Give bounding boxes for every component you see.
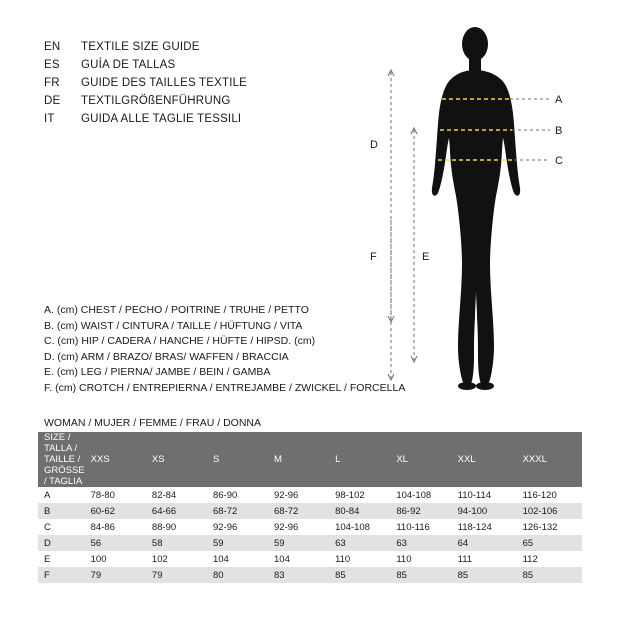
legend-item-c: C. (cm) HIP / CADERA / HANCHE / HÜFTE / HIPSD. (cm) [44, 335, 316, 347]
cell: 63 [390, 535, 451, 551]
figure-marker-b: B [555, 125, 563, 137]
cell: 80-84 [329, 503, 390, 519]
cell: 79 [85, 567, 146, 583]
cell: 94-100 [452, 503, 517, 519]
measurement-legend [44, 303, 406, 396]
figure-marker-c: C [555, 155, 563, 167]
target-audience-label: WOMAN / MUJER / FEMME / FRAU / DONNA [44, 417, 261, 429]
row-label: E [38, 551, 85, 567]
cell: 79 [146, 567, 207, 583]
leader-lines [510, 99, 550, 160]
header-cell-xl: XL [390, 432, 451, 487]
title-row [44, 110, 344, 128]
figure-dimension-f: F [370, 251, 377, 263]
cell: 85 [517, 567, 582, 583]
dimension-arrows [388, 70, 417, 380]
figure-marker-a: A [555, 94, 563, 106]
header-cell-xxxl: XXXL [517, 432, 582, 487]
cell: 82-84 [146, 487, 207, 503]
cell: 104 [268, 551, 329, 567]
cell: 98-102 [329, 487, 390, 503]
title-text: TEXTILGRÖßENFÜHRUNG [81, 95, 231, 107]
title-row [44, 92, 344, 110]
title-text: GUIDE DES TAILLES TEXTILE [81, 77, 248, 89]
row-label: B [38, 503, 85, 519]
header-cell-size: SIZE / TALLA / TAILLE / GRÖSSE / TAGLIA [38, 432, 85, 487]
size-table [38, 432, 582, 583]
cell: 84-86 [85, 519, 146, 535]
cell: 118-124 [452, 519, 517, 535]
table-row [38, 535, 582, 551]
cell: 92-96 [268, 487, 329, 503]
cell: 126-132 [517, 519, 582, 535]
cell: 110-116 [390, 519, 451, 535]
cell: 63 [329, 535, 390, 551]
title-text: TEXTILE SIZE GUIDE [81, 41, 200, 53]
title-text: GUÍA DE TALLAS [81, 59, 176, 71]
cell: 59 [207, 535, 268, 551]
table-row [38, 551, 582, 567]
cell: 102 [146, 551, 207, 567]
cell: 92-96 [207, 519, 268, 535]
cell: 100 [85, 551, 146, 567]
cell: 85 [329, 567, 390, 583]
cell: 60-62 [85, 503, 146, 519]
cell: 64-66 [146, 503, 207, 519]
legend-item-a: A. (cm) CHEST / PECHO / POITRINE / TRUHE / PETTO [44, 304, 309, 316]
legend-item-b: B. (cm) WAIST / CINTURA / TAILLE / HÜFTUNG / VITA [44, 319, 303, 332]
header-cell-m: M [268, 432, 329, 487]
cell: 65 [517, 535, 582, 551]
header-cell-xxs: XXS [85, 432, 146, 487]
row-label: C [38, 519, 85, 535]
cell: 116-120 [517, 487, 582, 503]
title-block [44, 38, 344, 128]
cell: 112 [517, 551, 582, 567]
cell: 104-108 [329, 519, 390, 535]
legend-item-f: F. (cm) CROTCH / ENTREPIERNA / ENTREJAMBE / ZWICKEL / FORCELLA [44, 381, 406, 394]
title-lang: IT [44, 113, 55, 125]
header-cell-xxl: XXL [452, 432, 517, 487]
table-row [38, 487, 582, 503]
cell: 78-80 [85, 487, 146, 503]
cell: 64 [452, 535, 517, 551]
title-text: GUIDA ALLE TAGLIE TESSILI [81, 113, 242, 125]
cell: 92-96 [268, 519, 329, 535]
title-row [44, 56, 344, 74]
table-row [38, 519, 582, 535]
cell: 104-108 [390, 487, 451, 503]
cell: 104 [207, 551, 268, 567]
body-figure [350, 20, 600, 420]
table-row [38, 503, 582, 519]
cell: 102-106 [517, 503, 582, 519]
cell: 80 [207, 567, 268, 583]
row-label: F [38, 567, 85, 583]
cell: 56 [85, 535, 146, 551]
cell: 68-72 [268, 503, 329, 519]
legend-item-e: E. (cm) LEG / PIERNA/ JAMBE / BEIN / GAMBA [44, 366, 271, 378]
title-row [44, 74, 344, 92]
legend-item-d: D. (cm) ARM / BRAZO/ BRAS/ WAFFEN / BRACCIA [44, 350, 289, 363]
header-cell-s: S [207, 432, 268, 487]
cell: 85 [390, 567, 451, 583]
cell: 110 [329, 551, 390, 567]
table-header-row [38, 432, 582, 487]
figure-dimension-d: D [370, 139, 378, 151]
cell: 59 [268, 535, 329, 551]
cell: 110-114 [452, 487, 517, 503]
figure-dimension-e: E [422, 251, 430, 263]
title-row [44, 38, 344, 56]
cell: 58 [146, 535, 207, 551]
cell: 86-90 [207, 487, 268, 503]
cell: 85 [452, 567, 517, 583]
title-lang: DE [44, 95, 61, 107]
row-label: D [38, 535, 85, 551]
female-silhouette-icon [432, 27, 520, 390]
table-row [38, 567, 582, 583]
header-cell-l: L [329, 432, 390, 487]
cell: 86-92 [390, 503, 451, 519]
cell: 88-90 [146, 519, 207, 535]
cell: 68-72 [207, 503, 268, 519]
header-cell-xs: XS [146, 432, 207, 487]
title-lang: EN [44, 41, 61, 53]
cell: 83 [268, 567, 329, 583]
cell: 111 [452, 551, 517, 567]
title-lang: ES [44, 59, 60, 71]
row-label: A [38, 487, 85, 503]
title-lang: FR [44, 77, 60, 89]
cell: 110 [390, 551, 451, 567]
